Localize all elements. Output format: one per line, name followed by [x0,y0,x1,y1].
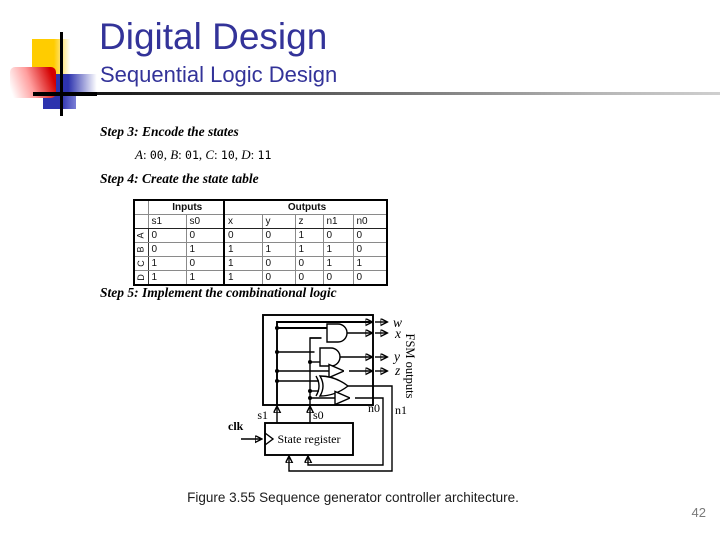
table-cell: 1 [148,257,186,271]
table-column-header: x [224,215,262,229]
step-5-heading: Step 5: Implement the combinational logic [100,285,337,300]
table-row [134,257,387,271]
y-label: y [394,349,400,364]
table-cell: 0 [148,229,186,243]
state-table [133,199,388,286]
z-label: z [395,363,401,378]
decoration-vertical-line [60,32,63,116]
table-cell: 1 [323,243,353,257]
fsm-outputs-label: FSM outputs [403,333,417,399]
state-wires [257,407,323,424]
n0-label: n0 [368,401,380,415]
table-cell: 0 [262,257,295,271]
clock-input [228,419,262,439]
table-cell: 1 [295,229,323,243]
table-cell: 1 [186,243,224,257]
table-cell: 1 [262,243,295,257]
row-state-label: C [134,257,148,271]
state-register-label: State register [277,432,341,446]
circuit-diagram [225,308,440,488]
table-group-header: Outputs [224,200,387,215]
decoration-horizontal-line [33,92,97,96]
table-row [134,271,387,286]
n1-label: n1 [395,403,407,417]
table-cell: 0 [353,243,387,257]
table-cell: 1 [323,257,353,271]
table-cell: 0 [262,271,295,286]
table-cell: 0 [186,229,224,243]
table-cell: 1 [224,257,262,271]
w-label: w [393,315,403,330]
table-column-header: n1 [323,215,353,229]
table-group-header [134,200,148,215]
step-3-heading: Step 3: Encode the states [100,124,239,139]
not-gate-z [277,363,401,378]
table-cell: 0 [148,243,186,257]
slide-subtitle: Sequential Logic Design [100,62,338,87]
table-row [134,243,387,257]
table-column-header: s1 [148,215,186,229]
x-label: x [395,326,401,341]
table-row [134,229,387,243]
state-encoding: A: 00, B: 01, C: 10, D: 11 [135,147,272,162]
table-column-header: s0 [186,215,224,229]
table-cell: 0 [295,271,323,286]
table-column-header: z [295,215,323,229]
table-cell: 0 [224,229,262,243]
table-corner-cell [134,215,148,229]
table-cell: 1 [353,257,387,271]
s1-label: s1 [257,408,268,422]
not-gate-n0 [308,392,383,466]
table-cell: 1 [148,271,186,286]
table-cell: 1 [295,243,323,257]
clk-label: clk [228,419,244,433]
table-cell: 1 [224,243,262,257]
table-cell: 0 [323,229,353,243]
state-register [265,423,353,455]
table-column-header: n0 [353,215,387,229]
table-group-header: Inputs [148,200,224,215]
table-cell: 0 [353,271,387,286]
figure-caption: Figure 3.55 Sequence generator controller architecture. [187,490,519,505]
table-cell: 0 [186,257,224,271]
table-column-header: y [262,215,295,229]
table-cell: 1 [224,271,262,286]
table-cell: 0 [323,271,353,286]
row-state-label: D [134,271,148,286]
s0-label: s0 [313,408,324,422]
and-gate-y [277,348,400,366]
and-gate-x [277,324,401,342]
table-cell: 1 [186,271,224,286]
slide-title: Digital Design [99,16,328,57]
page-number: 42 [691,505,706,520]
row-state-label: A [134,229,148,243]
table-cell: 0 [295,257,323,271]
header-rule [96,92,720,95]
table-cell: 0 [353,229,387,243]
row-state-label: B [134,243,148,257]
table-cell: 0 [262,229,295,243]
step-4-heading: Step 4: Create the state table [100,171,259,186]
